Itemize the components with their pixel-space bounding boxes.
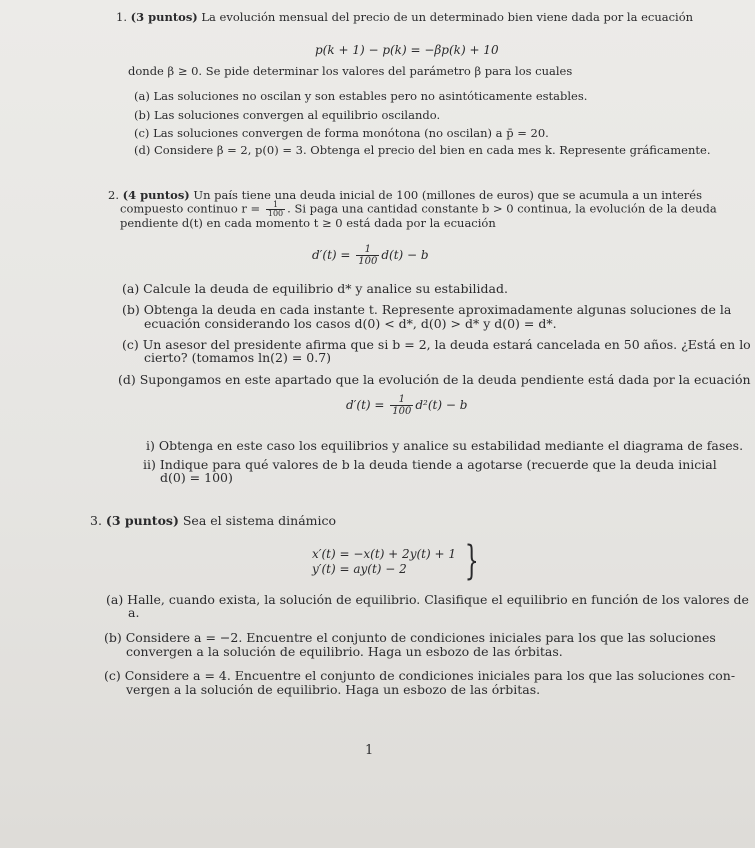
problem-3-item-a: (a) Halle, cuando exista, la solución de equilibrio. Clasifique el equilibrio en función de los valores de [106, 592, 749, 607]
problem-2-equation-2: d′(t) = $\frac{1}{100}$ d²(t) − b [346, 394, 468, 417]
problem-3-item-b: (b) Considere a = −2. Encuentre el conjunto de condiciones iniciales para los que las soluciones [104, 630, 716, 645]
problem-2-number: 2. [108, 188, 119, 202]
problem-2-subitem-i: i) Obtenga en este caso los equilibrios y analice su estabilidad mediante el diagrama de fases. [146, 438, 744, 453]
problem-1-item-b: (b) Las soluciones convergen al equilibrio oscilando. [134, 108, 441, 122]
problem-1-item-a: (a) Las soluciones no oscilan y son estables pero no asintóticamente estables. [134, 89, 588, 103]
problem-2-item-b-cont: ecuación considerando los casos d(0) < d*, d(0) > d* y d(0) = d*. [144, 316, 557, 331]
problem-3-item-c: (c) Considere a = 4. Encuentre el conjunto de condiciones iniciales para los que las soluciones con- [104, 668, 736, 683]
problem-1-points: (3 puntos) [130, 10, 198, 24]
problem-1-item-c: (c) Las soluciones convergen de forma monótona (no oscilan) a p̄ = 20. [134, 126, 549, 140]
problem-3-system-eq1: x′(t) = −x(t) + 2y(t) + 1 [312, 547, 456, 561]
problem-3-item-a-cont: a. [128, 605, 140, 620]
problem-2-header [108, 188, 702, 202]
problem-3-item-b-cont: convergen a la solución de equilibrio. Haga un esbozo de las órbitas. [126, 644, 563, 659]
problem-1-number: 1. [116, 10, 127, 24]
problem-3-system-eq2: y′(t) = ay(t) − 2 [312, 562, 407, 576]
problem-3-points: (3 puntos) [105, 513, 179, 528]
problem-2-subitem-ii: ii) Indique para qué valores de b la deuda tiende a agotarse (recuerde que la deuda inicial [143, 457, 717, 472]
problem-2-item-d: (d) Supongamos en este apartado que la evolución de la deuda pendiente está dada por la ecuación [118, 372, 751, 387]
problem-3-header [90, 513, 336, 528]
interest-rate-fraction: $\frac{1}{100}$ [267, 200, 284, 218]
system-right-brace: } [464, 538, 479, 584]
problem-3-intro: Sea el sistema dinámico [182, 513, 337, 528]
problem-2-subitem-ii-cont: d(0) = 100) [160, 470, 233, 485]
problem-2-intro-line3: pendiente d(t) en cada momento t ≥ 0 está dada por la ecuación [120, 216, 496, 230]
problem-1-equation: p(k + 1) − p(k) = −βp(k) + 10 [315, 43, 499, 57]
problem-1-intro: La evolución mensual del precio de un determinado bien viene dada por la ecuación [201, 10, 694, 24]
problem-1-header [116, 10, 693, 24]
problem-2-item-c: (c) Un asesor del presidente afirma que si b = 2, la deuda estará cancelada en 50 años. ¿Está en lo [122, 337, 751, 352]
problem-1-condition: donde β ≥ 0. Se pide determinar los valores del parámetro β para los cuales [128, 64, 573, 78]
problem-2-equation-1: d′(t) = $\frac{1}{100}$ d(t) − b [312, 244, 429, 267]
problem-3-item-c-cont: vergen a la solución de equilibrio. Haga un esbozo de las órbitas. [126, 682, 541, 697]
problem-3-number: 3. [90, 513, 102, 528]
problem-2-intro-line2: compuesto continuo r = $\frac{1}{100}$ . Si paga una cantidad constante b > 0 continua, la evolución de la deuda [120, 200, 717, 218]
problem-1-item-d: (d) Considere β = 2, p(0) = 3. Obtenga el precio del bien en cada mes k. Represente gráficamente. [134, 143, 711, 157]
problem-2-intro-line1: Un país tiene una deuda inicial de 100 (millones de euros) que se acumula a un interés [193, 188, 702, 202]
problem-2-item-b: (b) Obtenga la deuda en cada instante t. Represente aproximadamente algunas soluciones de la [122, 302, 732, 317]
page-number: 1 [365, 743, 374, 758]
problem-2-item-c-cont: cierto? (tomamos ln(2) = 0.7) [144, 350, 332, 365]
problem-2-points: (4 puntos) [122, 188, 190, 202]
problem-2-item-a: (a) Calcule la deuda de equilibrio d* y analice su estabilidad. [122, 281, 508, 296]
